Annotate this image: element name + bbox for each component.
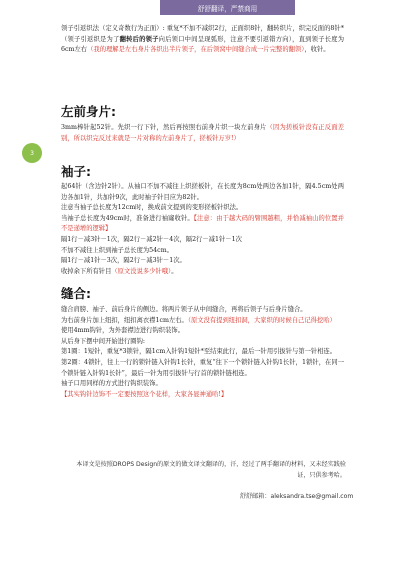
sleeve-line: 起64针（含边针2针）。从袖口不加不减往上织搓板针，在长度为8cm处两边各加1针，隔4.5cm处两边各加1针，共加针9次，此时袖子针目应为82针。 bbox=[61, 183, 344, 201]
finishing-line: 第1圈：1短针，重复*3锁针，隔1cm入针钩1短针*至结束此行，最后一针用引拔针与第一针相连。 bbox=[61, 348, 337, 356]
contact-email: aleksandra.tse@gmail.com bbox=[270, 493, 354, 500]
collar-text-c: 向后领口中间呈现弧形，注意不要引返错方向），直到领子长度为6cm左右 bbox=[61, 35, 345, 54]
left-front-note-red: （因为搓板针没有正反面差别，所以织完反过来就是一片对称的左前身片了，搓板针万岁!） bbox=[61, 124, 344, 142]
header-title: 舒舒翻译，严禁商用 bbox=[197, 4, 258, 13]
note-text-c: 的原文的做文译文翻译的，汗，经过了两手翻译的材料，又未经实践验证，只供参考哈。 bbox=[157, 461, 346, 479]
section-title-left-front: 左前身片: bbox=[61, 104, 116, 119]
sleeve-line: 隔1行－减1针－3次，隔2行－减3针－1次。 bbox=[61, 257, 186, 265]
collar-text-a: 领子引返织法（定义奇数行为正面）: 重复*不加不减织2行，正面织8针，翻转织片，织完反面的8针*（领子引返织是为了 bbox=[61, 25, 344, 43]
sleeve-line bbox=[61, 214, 344, 235]
sleeve-bindoff-text: 收掉余下所有针目 bbox=[61, 267, 112, 275]
button-text: 为右前身片加上纽扣，纽扣离衣襟1cm左右。 bbox=[61, 316, 188, 324]
sleeve-line bbox=[61, 267, 344, 278]
sleeve-line: 不加不减往上织到袖子总长度为54cm。 bbox=[61, 246, 173, 254]
section-title-finishing: 缝合: bbox=[61, 286, 91, 301]
collar-text-bold: 翻转后的领子 bbox=[119, 35, 159, 43]
button-note-red: （原文没有提到纽扣洞，大家织的时候自己记得挖哈） bbox=[187, 316, 336, 324]
finishing-line: 使用4mm钩针，为外套襟边进行钩织装饰。 bbox=[61, 327, 184, 335]
contact-line bbox=[240, 491, 353, 500]
header-banner bbox=[160, 0, 295, 15]
page-number-badge bbox=[22, 143, 42, 163]
finishing-note-red: 【其实钩针边饰不一定要按照这个花样，大家各显神通哈!】 bbox=[61, 390, 228, 398]
finishing-line bbox=[61, 316, 344, 327]
note-brand: DROPS Design bbox=[112, 461, 158, 468]
finishing-instructions bbox=[61, 305, 344, 400]
collar-text-e: ，收针。 bbox=[304, 46, 330, 54]
finishing-line: 第2圈：4锁针，往上一行的锁针链入针钩1长针，重复“往下一个锁针链入针钩1长针，1锁针，在同一个锁针链入针钩1长针”，最后一针为用引拔针与行首的锁针链相连。 bbox=[61, 358, 344, 377]
note-text-a: 本译文是按照 bbox=[76, 461, 113, 468]
collar-note-red: （我的理解是左右身片各织出半片领子，在后领窝中间缝合成一片完整的翻领） bbox=[87, 46, 305, 54]
sleeve-instructions bbox=[61, 182, 344, 277]
translation-note bbox=[74, 459, 346, 481]
sleeve-note-red: 【注意：由于越大码的臂围越粗，并恰减袖山的位置并不是递增的逻辑】 bbox=[61, 214, 344, 233]
sleeve-armhole-text: 当袖子总长度为49cm时，准备进行袖窿收针。 bbox=[61, 214, 194, 222]
left-front-text: 3mm棒针起52针。先织一行下针，然后再按照右前身片织一块左前身片 bbox=[61, 124, 267, 131]
collar-instructions bbox=[61, 24, 344, 56]
page-number: 3 bbox=[30, 149, 34, 157]
section-title-sleeve: 袖子: bbox=[61, 164, 91, 179]
sleeve-bindoff-end: 。 bbox=[171, 267, 178, 275]
sleeve-bindoff-note-red: （原文没说多少针哦） bbox=[111, 267, 172, 275]
finishing-line: 袖子口用同样的方式进行钩织装饰。 bbox=[61, 380, 162, 388]
sleeve-line: 隔1行－减3针－1次，隔2行－减2针－4次，隔2行－减1针－1次 bbox=[61, 235, 242, 243]
left-front-instructions bbox=[61, 123, 344, 144]
contact-label: 舒舒邮箱： bbox=[240, 493, 271, 500]
finishing-line: 从后身下摆中间开始进行圈钩: bbox=[61, 337, 145, 345]
finishing-line: 缝合肩膀、袖子、前后身片的侧边。将两片领子从中间缝合，再将后领子与后身片缝合。 bbox=[61, 306, 307, 313]
sleeve-line: 注意当袖子总长度为12cm时，换成前文提到的变形搓板针织法。 bbox=[61, 204, 243, 212]
